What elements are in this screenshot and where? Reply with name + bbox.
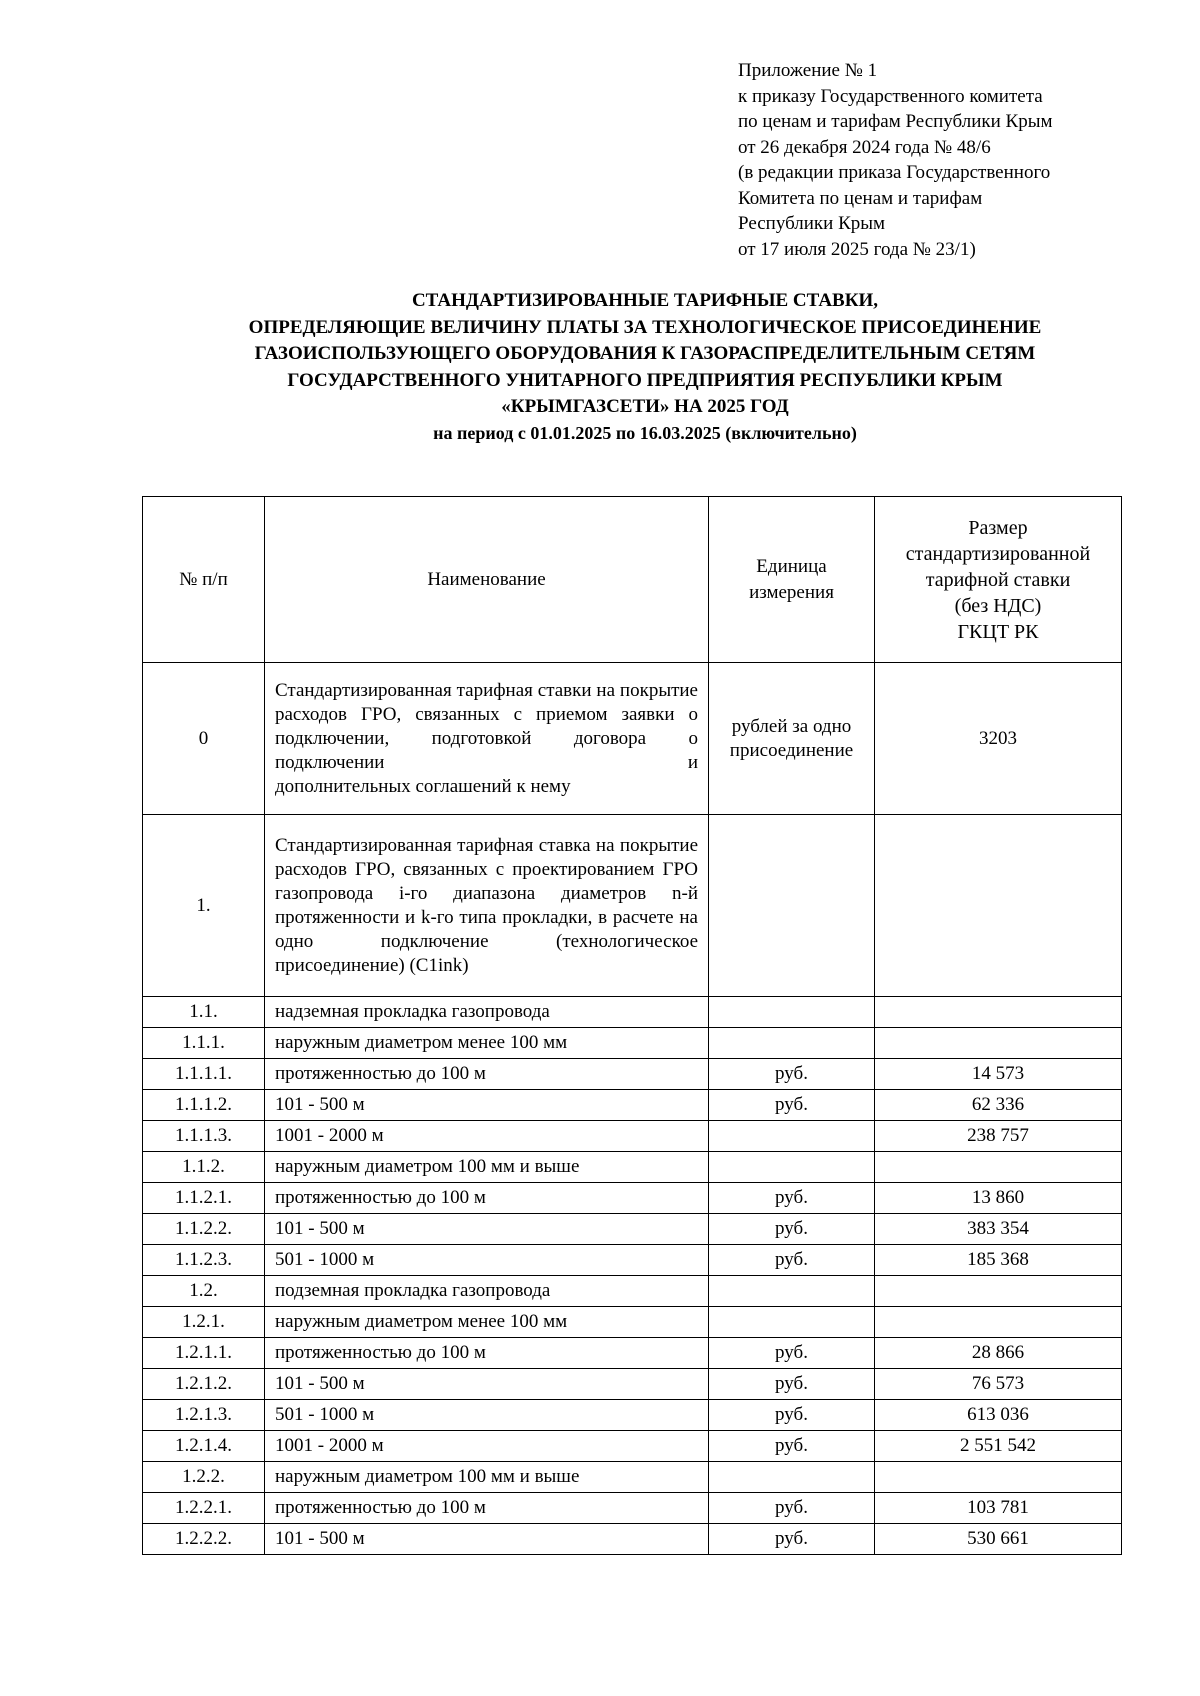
row-name: 101 - 500 м xyxy=(265,1524,709,1555)
row-name: протяженностью до 100 м xyxy=(265,1059,709,1090)
row-name: протяженностью до 100 м xyxy=(265,1338,709,1369)
document-title xyxy=(80,288,1200,445)
table-row xyxy=(143,1121,1122,1152)
row-value: 185 368 xyxy=(875,1245,1122,1276)
row-value: 76 573 xyxy=(875,1369,1122,1400)
row-name: протяженностью до 100 м xyxy=(265,1183,709,1214)
row-num: 1. xyxy=(143,815,265,997)
row-name: 1001 - 2000 м xyxy=(265,1121,709,1152)
row-unit: руб. xyxy=(709,1431,875,1462)
row-value: 3203 xyxy=(875,663,1122,815)
row-value xyxy=(875,815,1122,997)
row-name: наружным диаметром менее 100 мм xyxy=(265,1307,709,1338)
row-value xyxy=(875,1307,1122,1338)
header-value-line: ГКЦТ РК xyxy=(957,620,1039,643)
row-num: 1.1.2.1. xyxy=(143,1183,265,1214)
row-value xyxy=(875,1276,1122,1307)
row-unit: руб. xyxy=(709,1369,875,1400)
row-num: 1.1.1. xyxy=(143,1028,265,1059)
row-num: 1.2.1. xyxy=(143,1307,265,1338)
row-name-last-line: присоединение) (C1ink) xyxy=(275,954,469,976)
title-line: ГОСУДАРСТВЕННОГО УНИТАРНОГО ПРЕДПРИЯТИЯ РЕСПУБЛИКИ КРЫМ xyxy=(287,369,1003,391)
row-unit xyxy=(709,1152,875,1183)
header-value-line: стандартизированной xyxy=(905,542,1091,565)
title-line: ОПРЕДЕЛЯЮЩИЕ ВЕЛИЧИНУ ПЛАТЫ ЗА ТЕХНОЛОГИЧЕСКОЕ ПРИСОЕДИНЕНИЕ xyxy=(248,316,1042,338)
row-value: 13 860 xyxy=(875,1183,1122,1214)
row-unit: руб. xyxy=(709,1524,875,1555)
row-name: 1001 - 2000 м xyxy=(265,1431,709,1462)
row-num: 1.1.2.2. xyxy=(143,1214,265,1245)
table-row xyxy=(143,1400,1122,1431)
table-row xyxy=(143,997,1122,1028)
title-line: «КРЫМГАЗСЕТИ» НА 2025 ГОД xyxy=(501,396,789,417)
row-num: 1.1. xyxy=(143,997,265,1028)
row-value: 103 781 xyxy=(875,1493,1122,1524)
row-name: подземная прокладка газопровода xyxy=(265,1276,709,1307)
annex-line: от 26 декабря 2024 года № 48/6 xyxy=(738,136,991,158)
table-header-row xyxy=(143,497,1122,663)
row-unit xyxy=(709,1121,875,1152)
header-num: № п/п xyxy=(143,497,265,663)
table-row xyxy=(143,1090,1122,1121)
row-value xyxy=(875,1028,1122,1059)
row-unit: руб. xyxy=(709,1245,875,1276)
title-line: СТАНДАРТИЗИРОВАННЫЕ ТАРИФНЫЕ СТАВКИ, xyxy=(411,290,879,311)
table-row xyxy=(143,1431,1122,1462)
table-row xyxy=(143,1028,1122,1059)
header-value xyxy=(875,497,1122,663)
row-unit: руб. xyxy=(709,1214,875,1245)
row-value: 28 866 xyxy=(875,1338,1122,1369)
row-name: наружным диаметром 100 мм и выше xyxy=(265,1152,709,1183)
annex-line: по ценам и тарифам Республики Крым xyxy=(738,111,1053,132)
title-line: ГАЗОИСПОЛЬЗУЮЩЕГО ОБОРУДОВАНИЯ К ГАЗОРАСПРЕДЕЛИТЕЛЬНЫМ СЕТЯМ xyxy=(254,343,1036,364)
row-value: 14 573 xyxy=(875,1059,1122,1090)
row-unit-line: присоединение xyxy=(729,739,854,761)
annex-reference xyxy=(738,58,1178,262)
row-name: 501 - 1000 м xyxy=(265,1245,709,1276)
annex-line: от 17 июля 2025 года № 23/1) xyxy=(738,238,976,260)
row-unit xyxy=(709,1307,875,1338)
header-unit-line: измерения xyxy=(749,581,834,603)
row-num: 1.1.2.3. xyxy=(143,1245,265,1276)
annex-line: Приложение № 1 xyxy=(738,60,878,81)
annex-line: к приказу Государственного комитета xyxy=(738,85,1043,107)
row-unit: руб. xyxy=(709,1400,875,1431)
table-row xyxy=(143,1524,1122,1555)
table-row xyxy=(143,1152,1122,1183)
row-num: 1.2.1.3. xyxy=(143,1400,265,1431)
header-unit xyxy=(709,497,875,663)
table-row xyxy=(143,1493,1122,1524)
row-unit xyxy=(709,1462,875,1493)
tariff-table xyxy=(142,496,1122,1555)
row-value xyxy=(875,1462,1122,1493)
row-num: 1.1.2. xyxy=(143,1152,265,1183)
header-value-line: (без НДС) xyxy=(954,594,1042,617)
row-num: 1.1.1.1. xyxy=(143,1059,265,1090)
row-value: 238 757 xyxy=(875,1121,1122,1152)
table-row xyxy=(143,1307,1122,1338)
table-row xyxy=(143,1245,1122,1276)
table-row xyxy=(143,663,1122,815)
table-row xyxy=(143,1214,1122,1245)
row-value: 530 661 xyxy=(875,1524,1122,1555)
header-unit-line: Единица xyxy=(756,555,827,577)
table-row xyxy=(143,1276,1122,1307)
row-unit: руб. xyxy=(709,1090,875,1121)
row-value xyxy=(875,1152,1122,1183)
table-row xyxy=(143,1183,1122,1214)
annex-line: Комитета по ценам и тарифам xyxy=(738,187,983,209)
row-name xyxy=(265,815,709,997)
table-row xyxy=(143,1462,1122,1493)
row-unit: руб. xyxy=(709,1183,875,1214)
row-num: 1.2.2.1. xyxy=(143,1493,265,1524)
row-value: 383 354 xyxy=(875,1214,1122,1245)
row-name-last-line: дополнительных соглашений к нему xyxy=(275,775,571,797)
row-name-text: Стандартизированная тарифная ставки на покрытие расходов ГРО, связанных с приемом заявки о подключении, подготовкой договора о подключении и xyxy=(275,679,698,773)
row-unit xyxy=(709,1276,875,1307)
row-name: 101 - 500 м xyxy=(265,1090,709,1121)
table-row xyxy=(143,1369,1122,1400)
row-name: 101 - 500 м xyxy=(265,1369,709,1400)
row-name xyxy=(265,663,709,815)
row-name: надземная прокладка газопровода xyxy=(265,997,709,1028)
row-unit: руб. xyxy=(709,1493,875,1524)
row-num: 1.2. xyxy=(143,1276,265,1307)
row-value: 62 336 xyxy=(875,1090,1122,1121)
row-unit: руб. xyxy=(709,1059,875,1090)
header-value-line: тарифной ставки xyxy=(925,568,1071,591)
annex-line: Республики Крым xyxy=(738,213,886,234)
row-name: наружным диаметром 100 мм и выше xyxy=(265,1462,709,1493)
row-num: 1.2.2. xyxy=(143,1462,265,1493)
row-unit: руб. xyxy=(709,1338,875,1369)
row-value: 613 036 xyxy=(875,1400,1122,1431)
period-line: на период с 01.01.2025 по 16.03.2025 (включительно) xyxy=(433,422,857,443)
header-value-line: Размер xyxy=(968,516,1028,539)
row-unit xyxy=(709,663,875,815)
row-num: 1.1.1.2. xyxy=(143,1090,265,1121)
row-unit-line: рублей за одно xyxy=(731,715,852,737)
table-row xyxy=(143,1338,1122,1369)
row-num: 1.2.1.1. xyxy=(143,1338,265,1369)
row-num: 1.2.1.4. xyxy=(143,1431,265,1462)
row-name: протяженностью до 100 м xyxy=(265,1493,709,1524)
row-num: 1.1.1.3. xyxy=(143,1121,265,1152)
row-unit xyxy=(709,1028,875,1059)
row-name-text: Стандартизированная тарифная ставка на покрытие расходов ГРО, связанных с проектированием ГРО газопровода i-го диапазона диаметров n-й протяженности и k-го типа прокладки, в расчете на одно подключение (технологическое xyxy=(275,834,698,952)
row-name: наружным диаметром менее 100 мм xyxy=(265,1028,709,1059)
table-row xyxy=(143,815,1122,997)
row-name: 501 - 1000 м xyxy=(265,1400,709,1431)
row-name: 101 - 500 м xyxy=(265,1214,709,1245)
header-name: Наименование xyxy=(265,497,709,663)
row-unit xyxy=(709,815,875,997)
row-num: 1.2.2.2. xyxy=(143,1524,265,1555)
row-value: 2 551 542 xyxy=(875,1431,1122,1462)
annex-line: (в редакции приказа Государственного xyxy=(738,162,1051,183)
row-unit xyxy=(709,997,875,1028)
table-row xyxy=(143,1059,1122,1090)
row-num: 0 xyxy=(143,663,265,815)
row-num: 1.2.1.2. xyxy=(143,1369,265,1400)
row-value xyxy=(875,997,1122,1028)
